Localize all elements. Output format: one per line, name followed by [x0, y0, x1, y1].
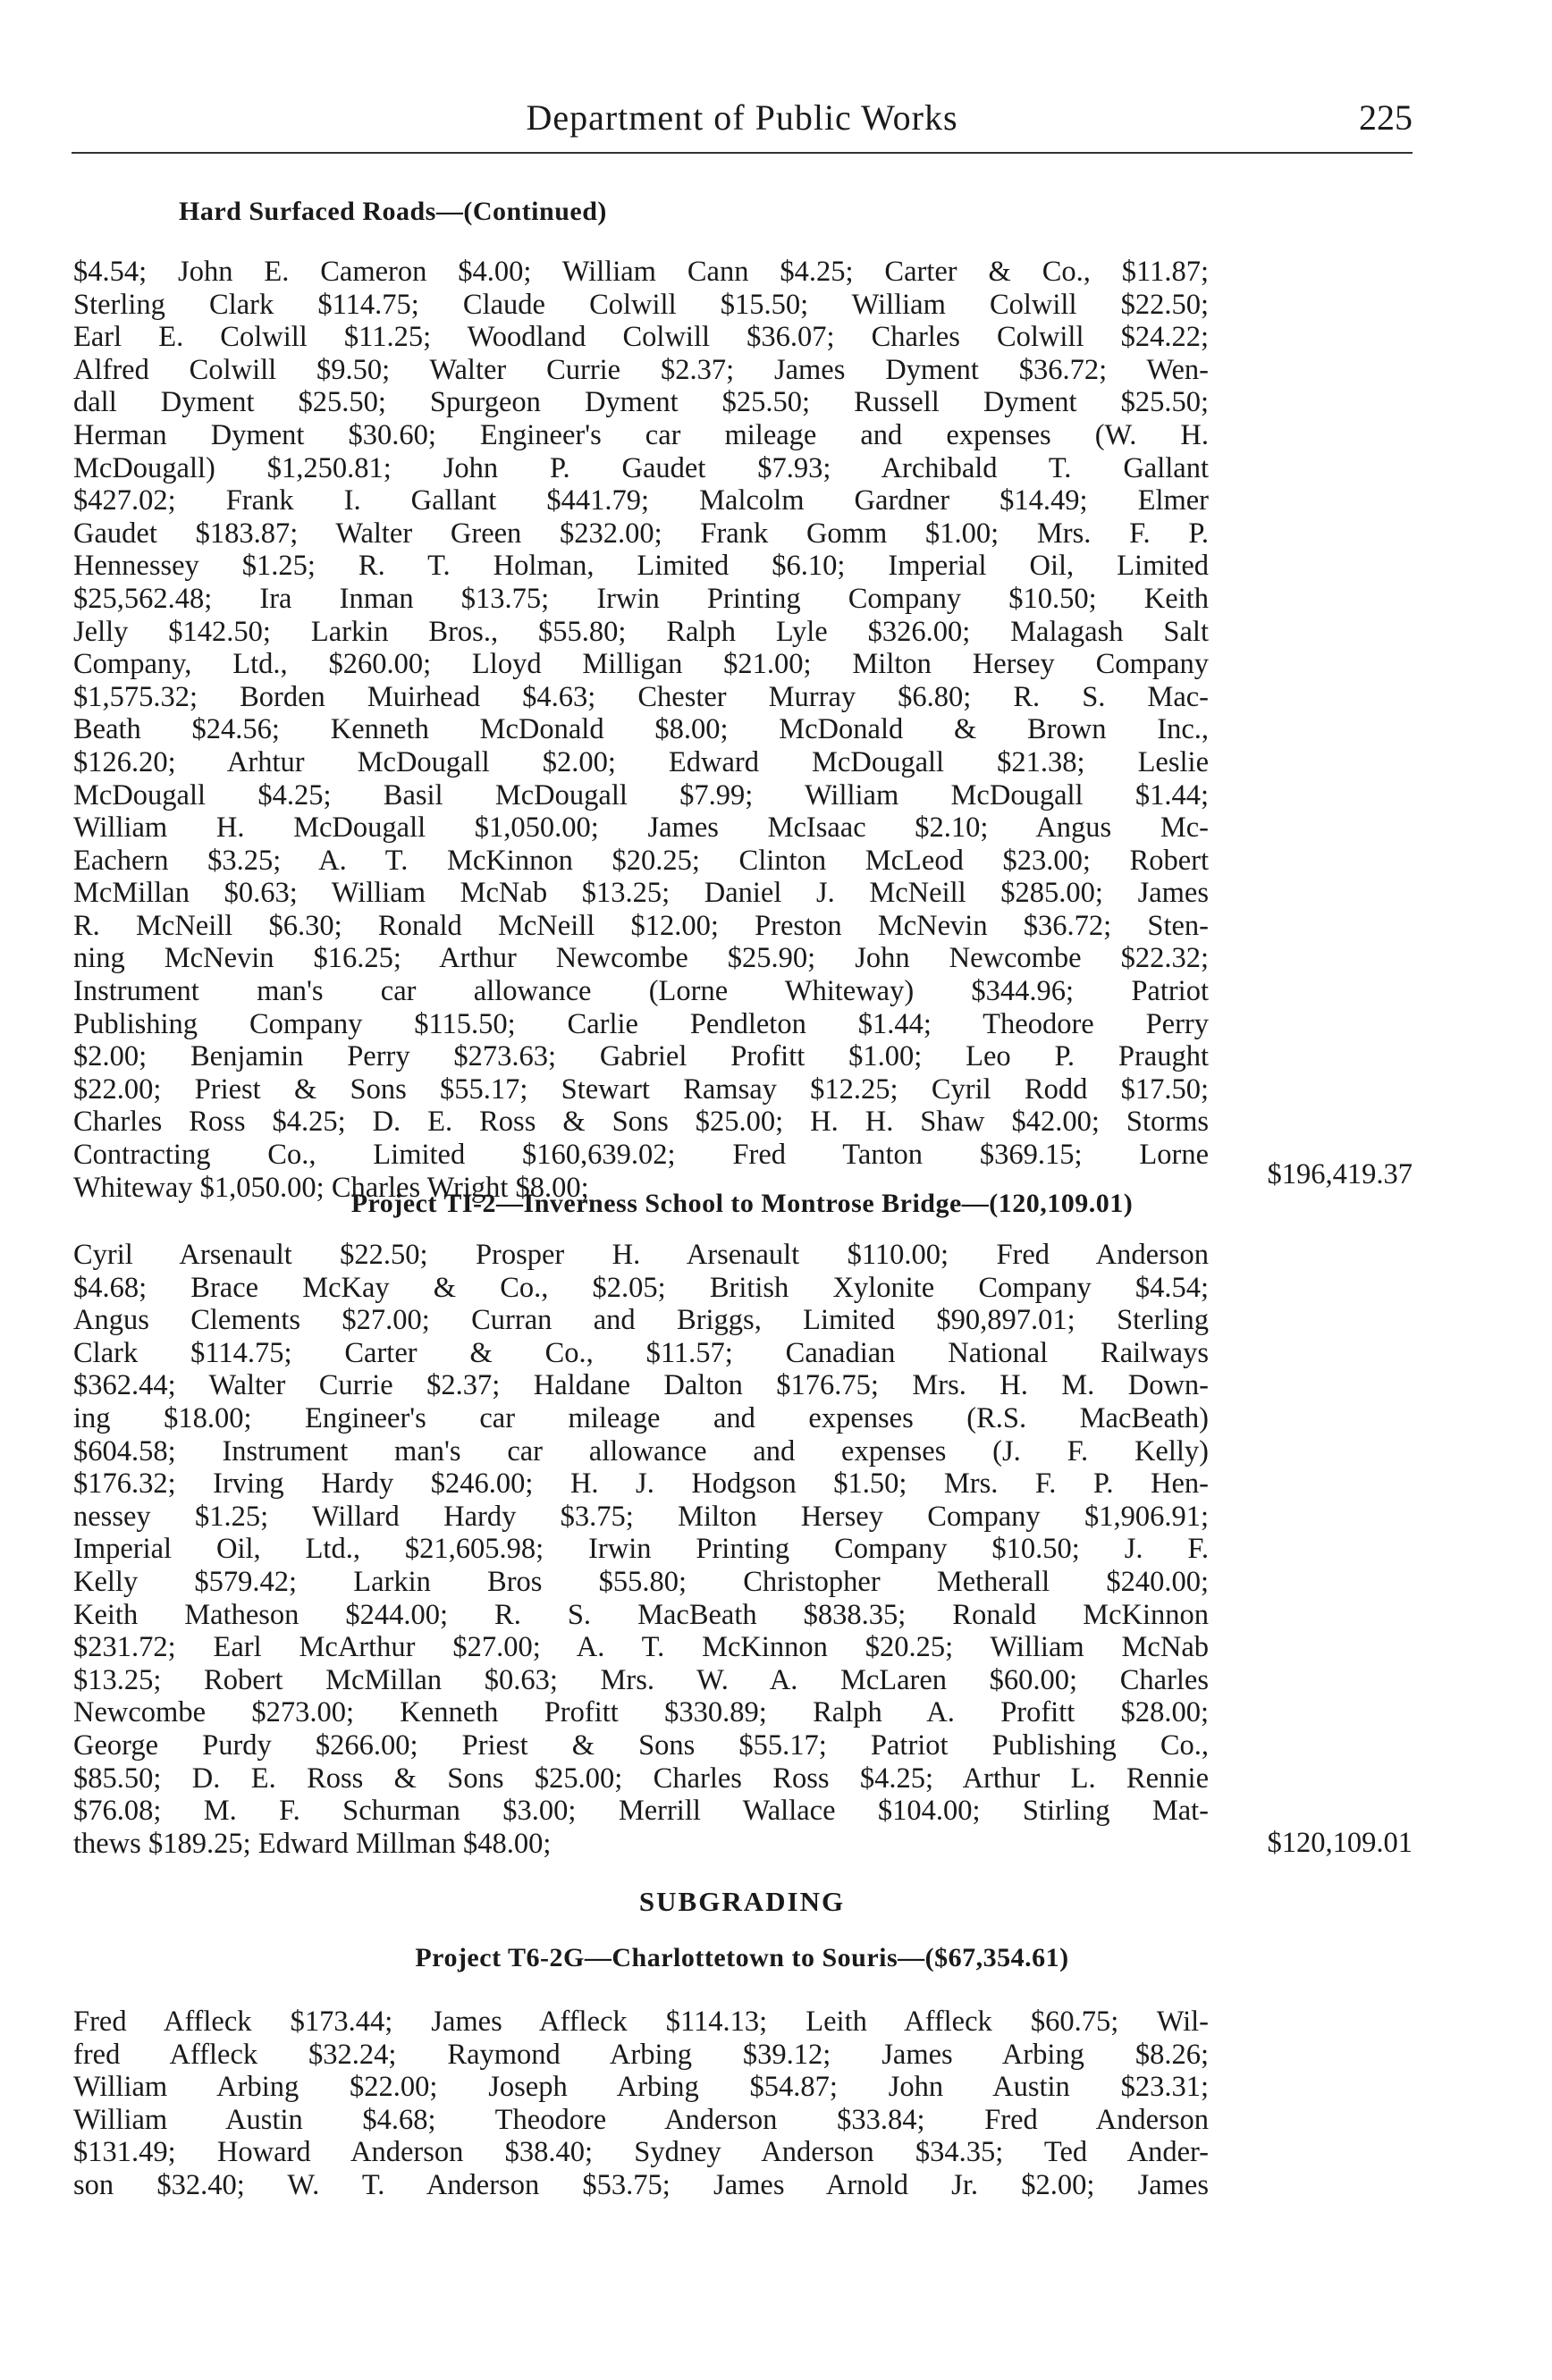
text-line: Company, Ltd., $260.00; Lloyd Milligan $21.00; Milton Hersey Company — [73, 648, 1209, 681]
text-line: $4.68; Brace McKay & Co., $2.05; British Xylonite Company $4.54; — [73, 1271, 1209, 1304]
text-line: Instrument man's car allowance (Lorne Whiteway) $344.96; Patriot — [73, 975, 1209, 1008]
text-line: Sterling Clark $114.75; Claude Colwill $15.50; William Colwill $22.50; — [73, 288, 1209, 321]
text-line: Contracting Co., Limited $160,639.02; Fred Tanton $369.15; Lorne — [73, 1139, 1209, 1172]
text-line: $231.72; Earl McArthur $27.00; A. T. McKinnon $20.25; William McNab — [73, 1631, 1209, 1664]
page-title: Department of Public Works — [526, 97, 958, 138]
text-line: $25,562.48; Ira Inman $13.75; Irwin Printing Company $10.50; Keith — [73, 582, 1209, 615]
text-line: Fred Affleck $173.44; James Affleck $114.13; Leith Affleck $60.75; Wil- — [73, 2006, 1209, 2038]
text-line: thews $189.25; Edward Millman $48.00; — [73, 1827, 552, 1860]
section-text-hard-surfaced-roads — [73, 256, 1209, 1204]
section-heading-subgrading: SUBGRADING — [638, 1886, 846, 1917]
text-line: $126.20; Arhtur McDougall $2.00; Edward McDougall $21.38; Leslie — [73, 745, 1209, 778]
text-line: Newcombe $273.00; Kenneth Profitt $330.89; Ralph A. Profitt $28.00; — [73, 1696, 1209, 1729]
section-heading-hard-surfaced-roads: Hard Surfaced Roads—(Continued) — [179, 197, 607, 226]
text-line: $1,575.32; Borden Muirhead $4.63; Chester Murray $6.80; R. S. Mac- — [73, 680, 1209, 713]
text-line: Eachern $3.25; A. T. McKinnon $20.25; Clinton McLeod $23.00; Robert — [73, 844, 1209, 877]
text-line: William Arbing $22.00; Joseph Arbing $54.87; John Austin $23.31; — [73, 2071, 1209, 2104]
text-line: Kelly $579.42; Larkin Bros $55.80; Christopher Metherall $240.00; — [73, 1565, 1209, 1598]
section-total-project-ti2: $120,109.01 — [1267, 1827, 1413, 1859]
text-line: Earl E. Colwill $11.25; Woodland Colwill $36.07; Charles Colwill $24.22; — [73, 321, 1209, 354]
text-line: Charles Ross $4.25; D. E. Ross & Sons $25.00; H. H. Shaw $42.00; Storms — [73, 1106, 1209, 1139]
text-line: George Purdy $266.00; Priest & Sons $55.17; Patriot Publishing Co., — [73, 1728, 1209, 1762]
text-line: McMillan $0.63; William McNab $13.25; Daniel J. McNeill $285.00; James — [73, 877, 1209, 910]
text-line: Angus Clements $27.00; Curran and Briggs, Limited $90,897.01; Sterling — [73, 1304, 1209, 1337]
text-line: Hennessey $1.25; R. T. Holman, Limited $6.10; Imperial Oil, Limited — [73, 550, 1209, 583]
text-line: $427.02; Frank I. Gallant $441.79; Malcolm Gardner $14.49; Elmer — [73, 484, 1209, 517]
text-line: $604.58; Instrument man's car allowance and expenses (J. F. Kelly) — [73, 1434, 1209, 1468]
text-line: William Austin $4.68; Theodore Anderson $33.84; Fred Anderson — [73, 2103, 1209, 2136]
text-line: Herman Dyment $30.60; Engineer's car mileage and expenses (W. H. — [73, 418, 1209, 451]
text-line: fred Affleck $32.24; Raymond Arbing $39.12; James Arbing $8.26; — [73, 2038, 1209, 2071]
section-text-project-ti2 — [73, 1239, 1209, 1860]
page-number: 225 — [1359, 97, 1413, 138]
text-line: $13.25; Robert McMillan $0.63; Mrs. W. A. McLaren $60.00; Charles — [73, 1663, 1209, 1696]
text-line: Imperial Oil, Ltd., $21,605.98; Irwin Printing Company $10.50; J. F. — [73, 1533, 1209, 1566]
text-line: Whiteway $1,050.00; Charles Wright $8.00; — [73, 1171, 589, 1204]
text-line: nessey $1.25; Willard Hardy $3.75; Milton Hersey Company $1,906.91; — [73, 1500, 1209, 1533]
text-line: William H. McDougall $1,050.00; James McIsaac $2.10; Angus Mc- — [73, 812, 1209, 845]
text-line: $2.00; Benjamin Perry $273.63; Gabriel Profitt $1.00; Leo P. Praught — [73, 1040, 1209, 1073]
header-rule — [72, 152, 1413, 154]
text-line: $4.54; John E. Cameron $4.00; William Cann $4.25; Carter & Co., $11.87; — [73, 256, 1209, 288]
text-line: R. McNeill $6.30; Ronald McNeill $12.00; Preston McNevin $36.72; Sten- — [73, 909, 1209, 942]
text-line: son $32.40; W. T. Anderson $53.75; James Arnold Jr. $2.00; James — [73, 2168, 1209, 2201]
text-line: ing $18.00; Engineer's car mileage and expenses (R.S. MacBeath) — [73, 1401, 1209, 1434]
text-line: Keith Matheson $244.00; R. S. MacBeath $838.35; Ronald McKinnon — [73, 1598, 1209, 1631]
text-line: Publishing Company $115.50; Carlie Pendleton $1.44; Theodore Perry — [73, 1007, 1209, 1040]
text-line: $131.49; Howard Anderson $38.40; Sydney Anderson $34.35; Ted Ander- — [73, 2136, 1209, 2169]
text-line: Cyril Arsenault $22.50; Prosper H. Arsenault $110.00; Fred Anderson — [73, 1239, 1209, 1271]
text-line: ning McNevin $16.25; Arthur Newcombe $25.90; John Newcombe $22.32; — [73, 942, 1209, 975]
text-line: Jelly $142.50; Larkin Bros., $55.80; Ralph Lyle $326.00; Malagash Salt — [73, 615, 1209, 648]
section-text-project-t6-2g — [73, 2006, 1209, 2202]
text-line: Beath $24.56; Kenneth McDonald $8.00; McDonald & Brown Inc., — [73, 713, 1209, 746]
text-line: dall Dyment $25.50; Spurgeon Dyment $25.50; Russell Dyment $25.50; — [73, 386, 1209, 419]
text-line: Gaudet $183.87; Walter Green $232.00; Frank Gomm $1.00; Mrs. F. P. — [73, 517, 1209, 550]
text-line: Clark $114.75; Carter & Co., $11.57; Canadian National Railways — [73, 1336, 1209, 1369]
text-line: McDougall) $1,250.81; John P. Gaudet $7.93; Archibald T. Gallant — [73, 451, 1209, 484]
text-line: $176.32; Irving Hardy $246.00; H. J. Hodgson $1.50; Mrs. F. P. Hen- — [73, 1468, 1209, 1501]
section-total-hard-surfaced-roads: $196,419.37 — [1267, 1158, 1413, 1190]
text-line: $85.50; D. E. Ross & Sons $25.00; Charles Ross $4.25; Arthur L. Rennie — [73, 1762, 1209, 1795]
page-header — [72, 97, 1413, 139]
text-line: $76.08; M. F. Schurman $3.00; Merrill Wallace $104.00; Stirling Mat- — [73, 1795, 1209, 1828]
text-line: McDougall $4.25; Basil McDougall $7.99; William McDougall $1.44; — [73, 778, 1209, 812]
text-line: Alfred Colwill $9.50; Walter Currie $2.37; James Dyment $36.72; Wen- — [73, 353, 1209, 386]
text-line: $22.00; Priest & Sons $55.17; Stewart Ramsay $12.25; Cyril Rodd $17.50; — [73, 1072, 1209, 1106]
section-heading-project-ti2: Project TI-2—Inverness School to Montrose Bridge—(120,109.01) — [350, 1189, 1134, 1218]
section-heading-project-t6-2g: Project T6-2G—Charlottetown to Souris—($67,354.61) — [415, 1943, 1069, 1972]
text-line: $362.44; Walter Currie $2.37; Haldane Dalton $176.75; Mrs. H. M. Down- — [73, 1369, 1209, 1402]
